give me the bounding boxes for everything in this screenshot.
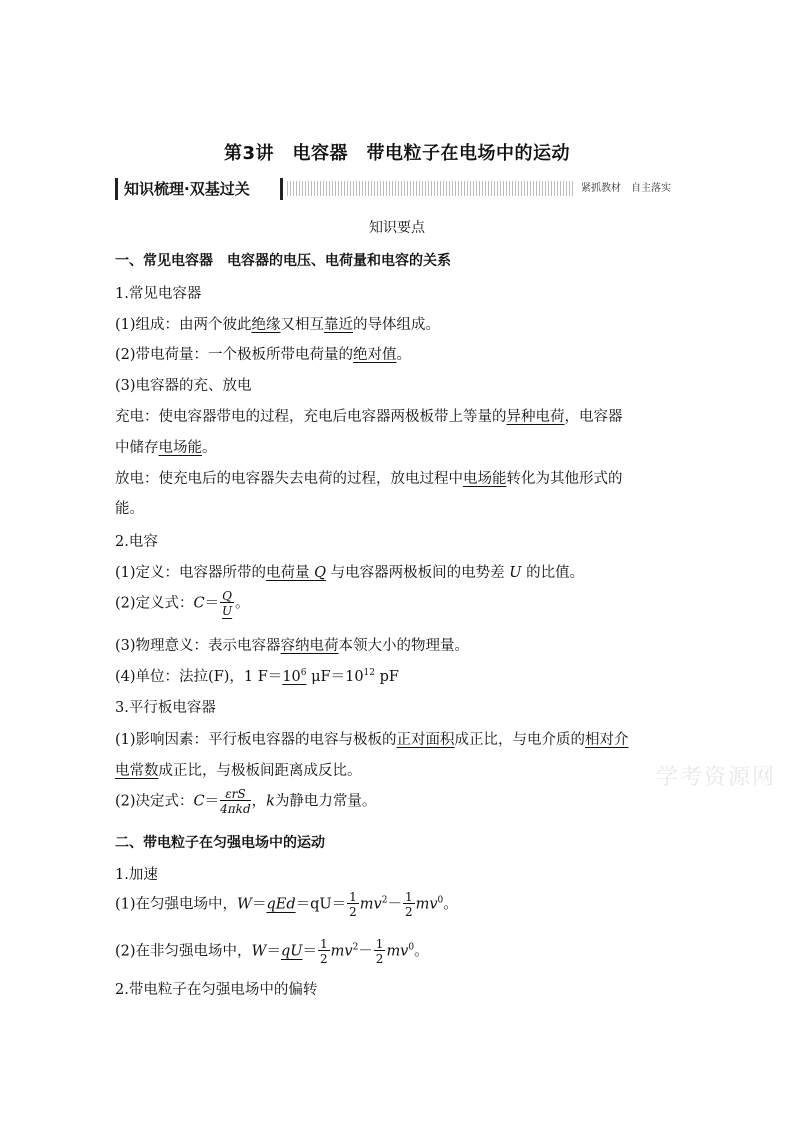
text: 电荷量: [266, 565, 310, 581]
equals: ＝: [204, 793, 220, 810]
text: (2)在非匀强电场中，: [115, 943, 252, 960]
text: 为静电力常量。: [274, 793, 377, 810]
text: 本领大小的物理量。: [338, 638, 470, 654]
paragraph-acceleration-nonuniform: [115, 938, 685, 965]
text: 成正比，与极板间距离成反比。: [158, 763, 362, 779]
minus: －: [358, 943, 373, 960]
section-banner: [115, 178, 677, 200]
text: (1)影响因素：平行板电容器的电容与极板的: [115, 732, 397, 748]
subsection-heading: 2.带电粒子在匀强电场中的偏转: [115, 982, 318, 998]
text: 。: [396, 347, 412, 363]
blank-answer: 相对介: [585, 732, 629, 748]
exponent: 12: [363, 668, 375, 679]
numerator: 1: [404, 890, 413, 904]
numerator: 1: [375, 937, 384, 951]
var-w: W: [237, 896, 252, 913]
text: ＝qU＝: [295, 896, 347, 913]
text: 。: [443, 896, 458, 913]
paragraph-meaning: [115, 634, 685, 655]
text: (1)定义：电容器所带的: [115, 565, 267, 581]
fraction: [347, 891, 359, 918]
blank-answer: 绝对值: [353, 347, 397, 363]
paragraph-formula-definition: [115, 590, 685, 617]
var-k: k: [266, 793, 275, 810]
paragraph-factors: [115, 728, 685, 749]
paragraph-formula-determining: [115, 788, 685, 815]
subsection-heading: 1.常见电容器: [115, 286, 202, 302]
fraction: [220, 590, 234, 617]
blank-answer: qEd: [266, 896, 296, 913]
paragraph-charging: [115, 405, 685, 426]
blank-answer: 靠近: [324, 317, 354, 333]
paragraph-discharging: [115, 467, 685, 488]
paragraph-definition: [115, 561, 685, 582]
paragraph-acceleration-uniform: [115, 891, 685, 918]
subsection-heading: 1.加速: [115, 867, 158, 883]
exponent: 6: [300, 668, 307, 679]
term: mv: [415, 896, 438, 913]
blank-answer: 容纳电荷: [280, 638, 339, 654]
section-heading-1: 一、常见电容器 电容器的电压、电荷量和电容的关系: [115, 253, 451, 269]
watermark: 学考资源网: [656, 765, 777, 790]
text: 的比值。: [526, 565, 585, 581]
fraction: [403, 891, 415, 918]
exponent: 2: [352, 942, 359, 953]
denominator: U: [222, 604, 233, 618]
equals: ＝: [204, 595, 220, 612]
banner-tagline: 紧抓教材 自主落实: [575, 181, 677, 196]
fraction: [318, 938, 330, 965]
exponent: 2: [381, 895, 388, 906]
blank-answer: 异种电荷: [506, 409, 565, 425]
section-heading-2: 二、带电粒子在匀强电场中的运动: [115, 835, 325, 851]
text: ＝: [302, 943, 317, 960]
numerator: εrS: [220, 788, 250, 801]
blank-answer: qU: [280, 943, 303, 960]
var-u: U: [509, 565, 522, 581]
subheading: 知识要点: [369, 220, 425, 236]
denominator: 2: [375, 952, 384, 966]
numerator: Q: [222, 589, 232, 603]
blank-answer: [266, 565, 326, 581]
numerator: 1: [319, 937, 328, 951]
text: ，电容器: [564, 409, 623, 425]
denominator: 2: [319, 952, 328, 966]
var-q: Q: [314, 565, 327, 581]
minus: －: [387, 896, 402, 913]
text: 充电：使电容器带电的过程，充电后电容器两极板带上等量的: [115, 409, 507, 425]
text: (1)组成：由两个彼此: [115, 317, 252, 333]
text: μF＝10: [306, 669, 364, 685]
var-c: C: [193, 595, 205, 612]
equals: ＝: [251, 896, 267, 913]
text: ，: [251, 793, 267, 810]
exponent: 0: [437, 895, 444, 906]
text: 中储存: [115, 440, 159, 456]
text: (2)定义式：: [115, 595, 194, 612]
exponent: 0: [408, 942, 415, 953]
text: 。: [235, 595, 250, 612]
text: 。: [202, 440, 217, 456]
subsection-heading: 2.电容: [115, 534, 158, 550]
denominator: 4πkd: [220, 802, 251, 816]
paragraph-charge-discharge: (3)电容器的充、放电: [115, 378, 252, 394]
numerator: 1: [349, 890, 357, 904]
text: 的导体组成。: [353, 317, 441, 333]
blank-answer: 电场能: [463, 471, 507, 487]
blank-answer: 电常数: [115, 763, 159, 779]
var-c: C: [193, 793, 205, 810]
text: 转化为其他形式的: [506, 471, 623, 487]
paragraph-charge: [115, 343, 685, 364]
text: 。: [414, 943, 429, 960]
paragraph-charging-cont: [115, 436, 685, 457]
blank-answer: 正对面积: [396, 732, 455, 748]
subsection-heading: 3.平行板电容器: [115, 700, 216, 716]
term: mv: [386, 943, 409, 960]
paragraph-discharging-cont: 能。: [115, 501, 144, 517]
equals: ＝: [266, 943, 281, 960]
var-w: W: [251, 943, 267, 960]
paragraph-unit: [115, 665, 685, 686]
denominator: 2: [349, 905, 357, 919]
blank-answer: 电场能: [158, 440, 202, 456]
fraction: [374, 938, 386, 965]
denominator: 2: [404, 905, 413, 919]
blank-answer: 绝缘: [251, 317, 281, 333]
text: (2)决定式：: [115, 793, 194, 810]
text: 放电：使充电后的电容器失去电荷的过程，放电过程中: [115, 471, 463, 487]
term: mv: [330, 943, 353, 960]
paragraph-factors-cont: [115, 759, 685, 780]
text: (2)带电荷量：一个极板所带电荷量的: [115, 347, 354, 363]
text: (3)物理意义：表示电容器: [115, 638, 281, 654]
fraction: [220, 788, 250, 815]
page-title: 第3讲 电容器 带电粒子在电场中的运动: [223, 143, 571, 164]
text: (4)单位：法拉(F)，1 F＝: [115, 669, 283, 685]
banner-label: 知识梳理·双基过关: [115, 178, 283, 200]
text: 又相互: [280, 317, 325, 333]
text: 成正比，与电介质的: [454, 732, 586, 748]
text: 与电容器两极板间的电势差: [330, 565, 505, 581]
blank-answer: [282, 669, 306, 685]
paragraph-composition: [115, 313, 685, 334]
text: 10: [282, 669, 301, 685]
text: pF: [375, 669, 399, 685]
text: (1)在匀强电场中，: [115, 896, 238, 913]
term: mv: [359, 896, 382, 913]
